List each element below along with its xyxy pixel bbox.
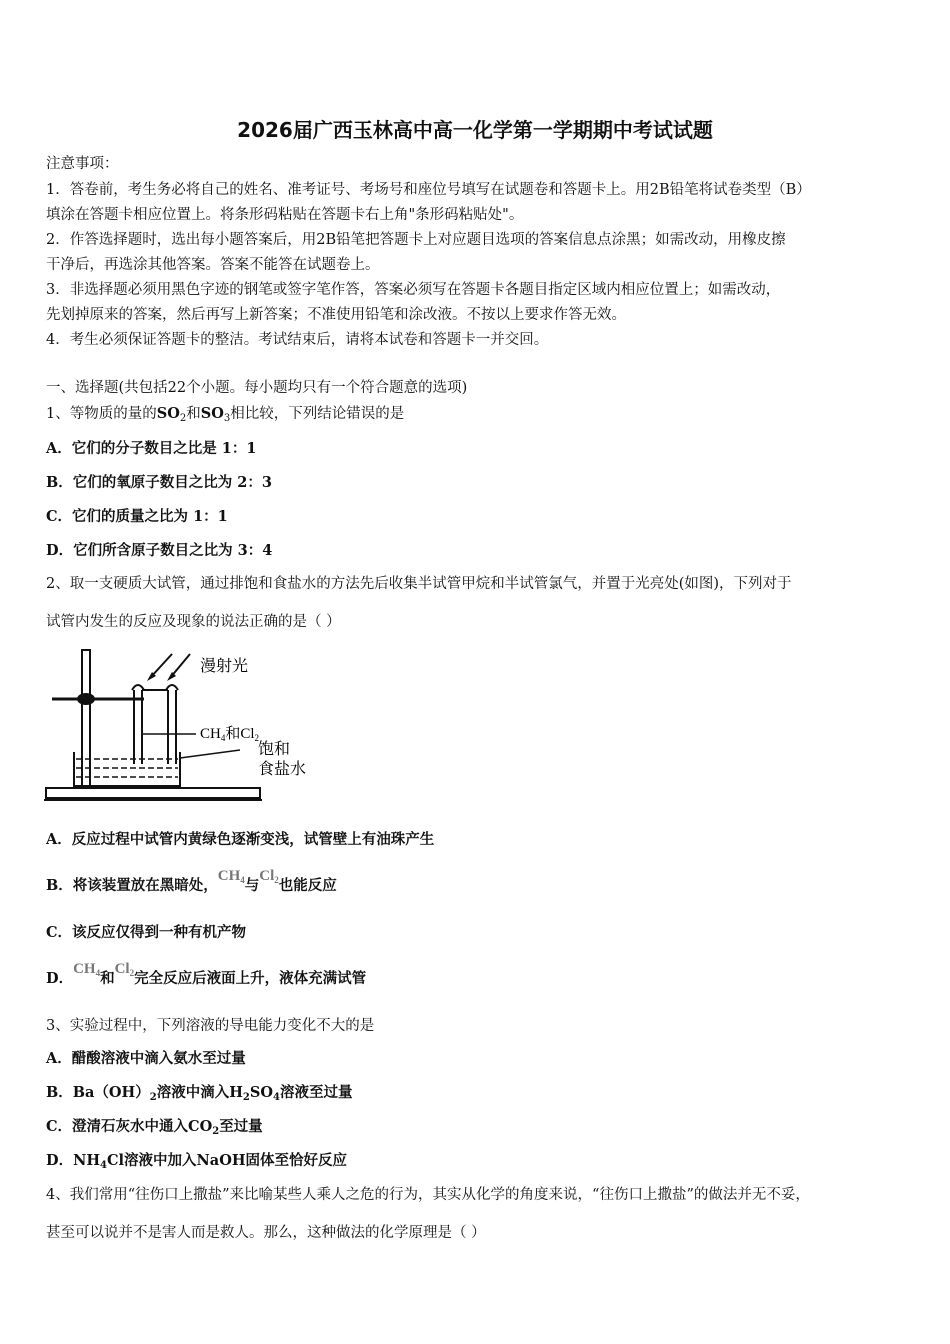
figure-label-solution-2: 食盐水 xyxy=(258,759,307,778)
question-4-stem: 甚至可以说并不是害人而是救人。那么，这种做法的化学原理是（ ） xyxy=(46,1225,486,1241)
question-3-stem: 3、实验过程中，下列溶液的导电能力变化不大的是 xyxy=(46,1018,375,1034)
option-a: A．醋酸溶液中滴入氨水至过量 xyxy=(46,1050,246,1067)
section-heading: 一、选择题(共包括22个小题。每小题均只有一个符合题意的选项) xyxy=(46,380,468,396)
option-c: C．澄清石灰水中通入$CO_2$至过量 xyxy=(46,1118,263,1137)
option-b: B．将该装置放在黑暗处，$CH_4$与$Cl_2$也能反应 xyxy=(46,868,337,894)
notice-line: 先划掉原来的答案，然后再写上新答案；不准使用铅笔和涂改液。不按以上要求作答无效。 xyxy=(46,307,626,323)
figure-label-solution-1: 饱和 xyxy=(258,739,291,758)
notice-line: 填涂在答题卡相应位置上。将条形码粘贴在答题卡右上角"条形码粘贴处"。 xyxy=(46,207,524,223)
question-2-stem: 2、取一支硬质大试管，通过排饱和食盐水的方法先后收集半试管甲烷和半试管氯气，并置于光亮处(如图)，下列对于 xyxy=(46,576,792,592)
notice-heading: 注意事项： xyxy=(46,156,119,172)
notice-line: 4．考生必须保证答题卡的整洁。考试结束后，请将本试卷和答题卡一并交回。 xyxy=(46,332,549,348)
figure-label-gas: $CH_4$和$Cl_2$ xyxy=(200,726,260,743)
question-1-stem: 1、等物质的量的$SO_2$和$SO_3$相比较，下列结论错误的是 xyxy=(46,405,405,424)
question-4-stem: 4、我们常用“往伤口上撒盐”来比喻某些人乘人之危的行为，其实从化学的角度来说，“往伤口上撒盐”的做法并无不妥， xyxy=(46,1187,810,1203)
question-2-stem: 试管内发生的反应及现象的说法正确的是（ ） xyxy=(46,614,341,630)
figure-label-light: 漫射光 xyxy=(200,656,249,675)
option-b: B．它们的氧原子数目之比为 2：3 xyxy=(46,474,272,491)
option-b: B．$Ba(OH)_2$溶液中滴入$H_2SO_4$溶液至过量 xyxy=(46,1084,353,1103)
option-c: C．该反应仅得到一种有机产物 xyxy=(46,924,247,941)
option-a: A．它们的分子数目之比是 1：1 xyxy=(46,440,257,457)
option-d: D．$CH_4$和$Cl_2$完全反应后液面上升，液体充满试管 xyxy=(46,961,367,987)
notice-line: 3．非选择题必须用黑色字迹的钢笔或签字笔作答，答案必须写在答题卡各题目指定区域内相应位置上；如需改动， xyxy=(46,282,781,298)
notice-line: 1．答卷前，考生务必将自己的姓名、准考证号、考场号和座位号填写在试题卷和答题卡上。用2B铅笔将试卷类型（B） xyxy=(46,182,811,198)
apparatus-figure xyxy=(44,646,344,806)
notice-line: 干净后，再选涂其他答案。答案不能答在试题卷上。 xyxy=(46,257,380,273)
option-c: C．它们的质量之比为 1：1 xyxy=(46,508,228,525)
notice-line: 2．作答选择题时，选出每小题答案后，用2B铅笔把答题卡上对应题目选项的答案信息点涂黑；如需改动，用橡皮擦 xyxy=(46,232,786,248)
page-title: 2026届广西玉林高中高一化学第一学期期中考试试题 xyxy=(237,118,713,142)
option-d: D．$NH_4Cl$溶液中加入NaOH固体至恰好反应 xyxy=(46,1152,348,1171)
option-d: D．它们所含原子数目之比为 3：4 xyxy=(46,542,273,559)
option-a: A．反应过程中试管内黄绿色逐渐变浅，试管壁上有油珠产生 xyxy=(46,831,435,848)
